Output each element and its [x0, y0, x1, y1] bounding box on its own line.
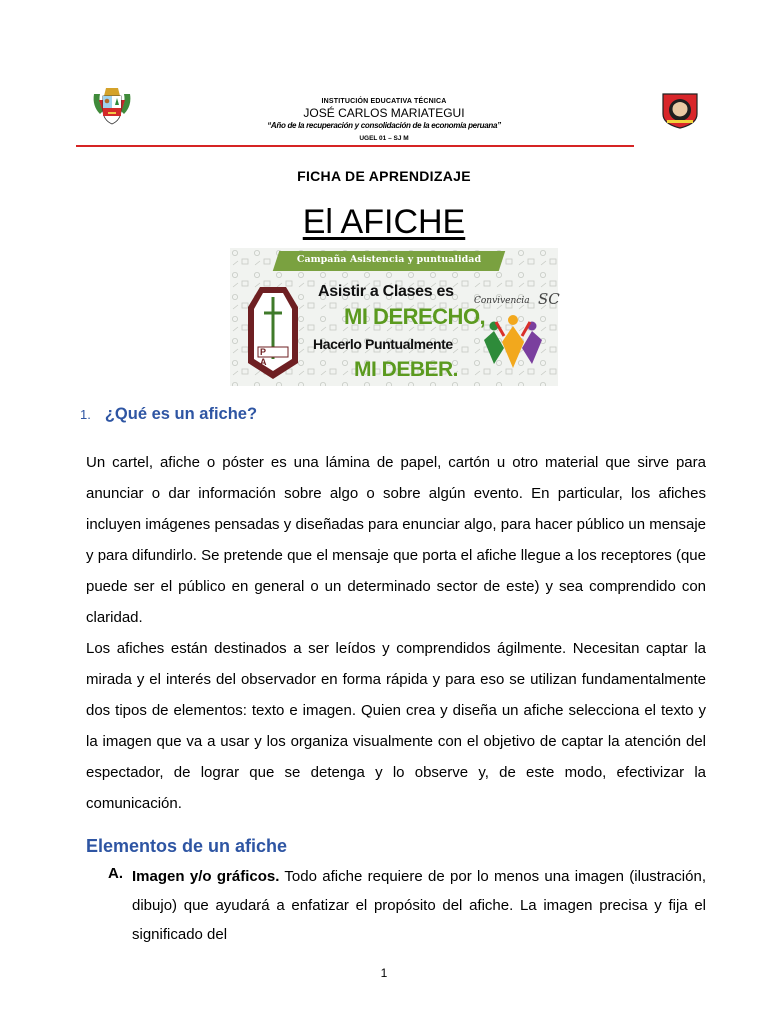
paragraph-purpose: Los afiches están destinados a ser leídos y comprendidos ágilmente. Necesitan captar la mirada y el interés del observador en forma rápida y para eso se utilizan fundamentalmente dos tipos de elementos: texto e imagen. Quien crea y diseña un afiche selecciona el texto y la imagen que va a usar y los organiza visualmente con el objetivo de captar la atención del espectador, de lograr que se detenga y lo observe y, de este modo, efectivizar la comunicación. — [86, 640, 706, 812]
page-title: El AFICHE — [302, 203, 466, 241]
banner-line-2: MI DERECHO, — [344, 304, 486, 329]
banner-line-1: Asistir a Clases es — [318, 283, 454, 300]
banner-script-text: Convivencia — [474, 296, 530, 306]
banner-line-3: Hacerlo Puntualmente — [313, 336, 453, 352]
people-group-icon — [482, 312, 544, 372]
banner-ribbon-text: Campaña Asistencia y puntualidad — [296, 254, 482, 265]
section-number: 1. — [80, 407, 91, 422]
school-crest-icon — [660, 90, 700, 130]
ugel-label: UGEL 01 – SJ M — [359, 135, 409, 142]
ficha-label: FICHA DE APRENDIZAJE — [297, 168, 471, 184]
list-item-term: Imagen y/o gráficos. — [132, 868, 280, 885]
paragraph-definition: Un cartel, afiche o póster es una lámina de papel, cartón u otro material que sirve para anunciar o dar información sobre algo o sobre algún evento. En particular, los afiches incluyen imágenes pensadas y diseñadas para enunciar algo, para hacer público un mensaje y para difundirlo. Se pretende que el mensaje que porta el afiche llegue a los receptores (que puede ser el público en general o un determinado sector de este) y sea comprendido con claridad. — [86, 454, 706, 626]
list-item — [132, 862, 706, 949]
header-divider — [76, 145, 634, 147]
list-item-text: Todo afiche requiere de por lo menos una imagen (ilustración, dibujo) que ayudará a enfatizar el propósito del afiche. La imagen precisa y fija el significado del — [132, 868, 706, 943]
institution-label: INSTITUCIÓN EDUCATIVA TÉCNICA — [321, 98, 447, 105]
banner-script-sc: SC — [538, 290, 560, 308]
school-shield-logo — [246, 285, 300, 381]
institution-name: JOSÉ CARLOS MARIATEGUI — [303, 106, 465, 120]
list-marker: A. — [108, 865, 123, 882]
banner-line-4: MI DEBER. — [354, 358, 459, 381]
page-number: 1 — [380, 966, 388, 980]
logo-letters: P A — [260, 347, 276, 367]
section-heading-what-is — [80, 405, 257, 424]
section-heading-text: ¿Qué es un afiche? — [104, 405, 258, 423]
section-heading-elements: Elementos de un afiche — [86, 836, 288, 856]
institution-motto: “Año de la recuperación y consolidación de la economía peruana” — [267, 121, 501, 130]
